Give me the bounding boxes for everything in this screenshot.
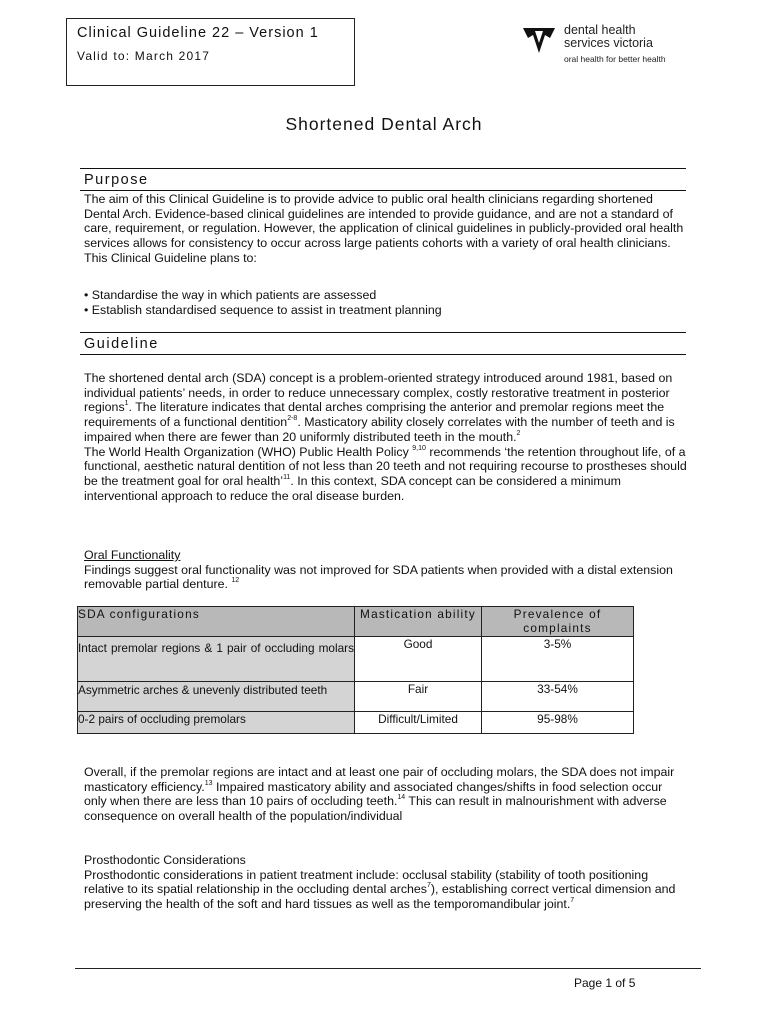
guideline-heading: Guideline [84,336,159,352]
config-cell: 0-2 pairs of occluding premolars [78,712,355,734]
dhsv-logo-icon [522,26,556,56]
table-row [78,637,634,682]
table-header-cell: Mastication ability [355,607,482,637]
page-number: Page 1 of 5 [574,976,636,990]
purpose-heading: Purpose [84,172,149,188]
table-row [78,712,634,734]
logo-tagline: oral health for better health [564,54,666,64]
oral-functionality-heading: Oral Functionality [84,548,181,562]
prevalence-cell: 95-98% [482,712,634,734]
purpose-text: The aim of this Clinical Guideline is to provide advice to public oral health clinicians regarding shortened Dental Arch. Evidence-based clinical guidelines are intended to provide guidance, and are not a standard of care, requirement, or regulation. However, the application of clinical guidelines in publicly-provided oral health services allows for consistency to occur across large patients cohorts with a variety of oral health clinicians. This Clinical Guideline plans to: [84,192,684,265]
config-cell: Intact premolar regions & 1 pair of occluding molars [78,637,355,682]
guideline-paragraph-2: The World Health Organization (WHO) Public Health Policy $^{9,10}$ recommends ‘the retention throughout life, of a functional, aesthetic natural dentition of not less than 20 teeth and not requiring recourse to prostheses should be the treatment goal for oral health’$^{11}$. In this context, SDA concept can be considered a minimum interventional approach to reduce the oral disease burden. [84,444,687,503]
purpose-bullet-list [84,288,442,318]
section-divider [80,190,686,191]
valid-to-date: Valid to: March 2017 [77,49,211,63]
section-divider [80,354,686,355]
logo-name-line1: dental health [564,23,636,37]
oral-functionality-block [84,548,688,592]
ability-cell: Fair [355,682,482,712]
prosthodontic-text: Prosthodontic considerations in patient treatment include: occlusal stability (stability of tooth positioning relative to its spatial relationship in the occluding dental arches$^7$), establishing correct vertical dimension and preserving the health of the soft and hard tissues as well as the temporomandibular joint.$^7$ [84,867,676,912]
prevalence-cell: 33-54% [482,682,634,712]
section-divider [80,168,686,169]
guideline-paragraph-1: The shortened dental arch (SDA) concept is a problem-oriented strategy introduced around 1981, based on individual patients’ needs, in order to reduce unnecessary complex, costly restorative treatment in posterior regions$^1$. The literature indicates that dental arches comprising the anterior and premolar regions meet the requirements of a functional dentition$^{2-8}$. Masticatory ability closely correlates with the number of teeth and is impaired when there are fewer than 20 uniformly distributed teeth in the mouth.$^2$ [84,371,675,444]
table-header-cell: SDA configurations [78,607,355,637]
dhsv-logo [522,24,682,68]
prosthodontic-block [84,853,688,912]
section-divider [80,332,686,333]
ability-cell: Good [355,637,482,682]
overall-paragraph: Overall, if the premolar regions are intact and at least one pair of occluding molars, the SDA does not impair masticatory efficiency.$^{13}$ Impaired masticatory ability and associated changes/shifts in food selection occur only when there are less than 10 pairs of occluding teeth.$^{14}$ This can result in malnourishment with adverse consequence on overall health of the population/individual [84,765,675,824]
guideline-text [84,371,688,503]
footer-divider [75,968,701,969]
oral-functionality-text: Findings suggest oral functionality was not improved for SDA patients when provided with a distal extension removable partial denture. $^{12}$ [84,562,673,592]
document-title: Shortened Dental Arch [285,114,483,134]
sda-configurations-table [77,606,634,734]
guideline-version: Clinical Guideline 22 – Version 1 [77,25,319,41]
config-cell: Asymmetric arches & unevenly distributed teeth [78,682,355,712]
list-item: • Standardise the way in which patients are assessed [84,288,377,302]
logo-name-line2: services victoria [564,36,653,50]
prevalence-cell: 3-5% [482,637,634,682]
table-row [78,682,634,712]
ability-cell: Difficult/Limited [355,712,482,734]
table-header-cell: Prevalence of complaints [482,607,634,637]
prosthodontic-heading: Prosthodontic Considerations [84,853,246,867]
list-item: • Establish standardised sequence to assist in treatment planning [84,303,442,317]
table-header-row [78,607,634,637]
guideline-header-box [66,18,355,86]
